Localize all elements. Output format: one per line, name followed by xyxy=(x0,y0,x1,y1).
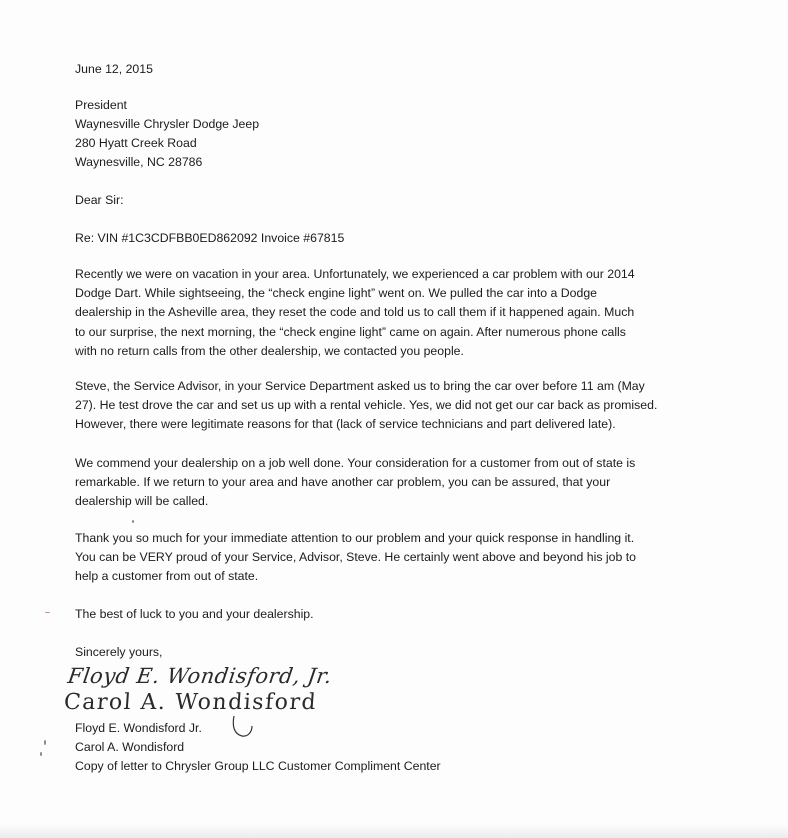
paragraph-line: dealership in the Asheville area, they reset the code and told us to call them if it happened again. Much xyxy=(75,305,635,320)
scan-speck xyxy=(132,520,134,523)
paragraph-line: help a customer from out of state. xyxy=(75,569,259,584)
closing: Sincerely yours, xyxy=(75,645,163,659)
paragraph-line: to our surprise, the next morning, the “check engine light” came on again. After numerous phone calls xyxy=(75,324,626,339)
scan-speck xyxy=(44,740,46,745)
paragraph-line: Dodge Dart. While sightseeing, the “check engine light” went on. We pulled the car into a Dodge xyxy=(75,286,598,301)
signature-flourish xyxy=(228,712,258,740)
paragraph-line: However, there were legitimate reasons for that (lack of service technicians and part delivered late). xyxy=(75,417,616,432)
paragraph-4 xyxy=(75,529,690,587)
scan-speck xyxy=(45,612,50,613)
paragraph-line: with no return calls from the other dealership, we contacted you people. xyxy=(75,343,464,358)
signature-floyd xyxy=(66,664,333,688)
paragraph-1 xyxy=(75,265,690,361)
paragraph-line: dealership will be called. xyxy=(75,494,209,509)
letter-date: June 12, 2015 xyxy=(75,62,153,76)
recipient-company: Waynesville Chrysler Dodge Jeep xyxy=(75,117,260,131)
paragraph-line: remarkable. If we return to your area and have another car problem, you can be assured, that your xyxy=(75,475,611,490)
paragraph-line: Steve, the Service Advisor, in your Service Department asked us to bring the car over before 11 am (May xyxy=(75,379,645,393)
paragraph-line: The best of luck to you and your dealership. xyxy=(75,607,314,621)
paragraph-line: Thank you so much for your immediate attention to our problem and your quick response in handling it. xyxy=(75,531,635,545)
signer-1: Floyd E. Wondisford Jr. xyxy=(75,721,202,735)
paragraph-line: 27). He test drove the car and set us up with a rental vehicle. Yes, we did not get our car back as promised. xyxy=(75,398,658,413)
paragraph-line: Recently we were on vacation in your area. Unfortunately, we experienced a car problem with our 2014 xyxy=(75,267,635,281)
signature-carol xyxy=(63,690,318,715)
paragraph-3 xyxy=(75,454,690,512)
recipient-street: 280 Hyatt Creek Road xyxy=(75,136,197,150)
paragraph-line: You can be VERY proud of your Service, Advisor, Steve. He certainly went above and beyond his job to xyxy=(75,550,636,565)
recipient-city: Waynesville, NC 28786 xyxy=(75,155,203,169)
re-line: Re: VIN #1C3CDFBB0ED862092 Invoice #67815 xyxy=(75,231,345,245)
paragraph-line: We commend your dealership on a job well done. Your consideration for a customer from out of state is xyxy=(75,456,636,470)
paragraph-5 xyxy=(75,605,690,624)
scan-bottom-edge xyxy=(0,824,788,838)
paragraph-2 xyxy=(75,377,690,435)
signature-carol-script: Carol A. Wondisford xyxy=(63,690,318,715)
scan-speck xyxy=(40,752,42,756)
salutation: Dear Sir: xyxy=(75,193,124,207)
recipient-title: President xyxy=(75,98,127,112)
signature-floyd-script: Floyd E. Wondisford, Jr. xyxy=(66,664,334,688)
signer-2: Carol A. Wondisford xyxy=(75,740,185,754)
cc-line: Copy of letter to Chrysler Group LLC Customer Compliment Center xyxy=(75,759,441,773)
